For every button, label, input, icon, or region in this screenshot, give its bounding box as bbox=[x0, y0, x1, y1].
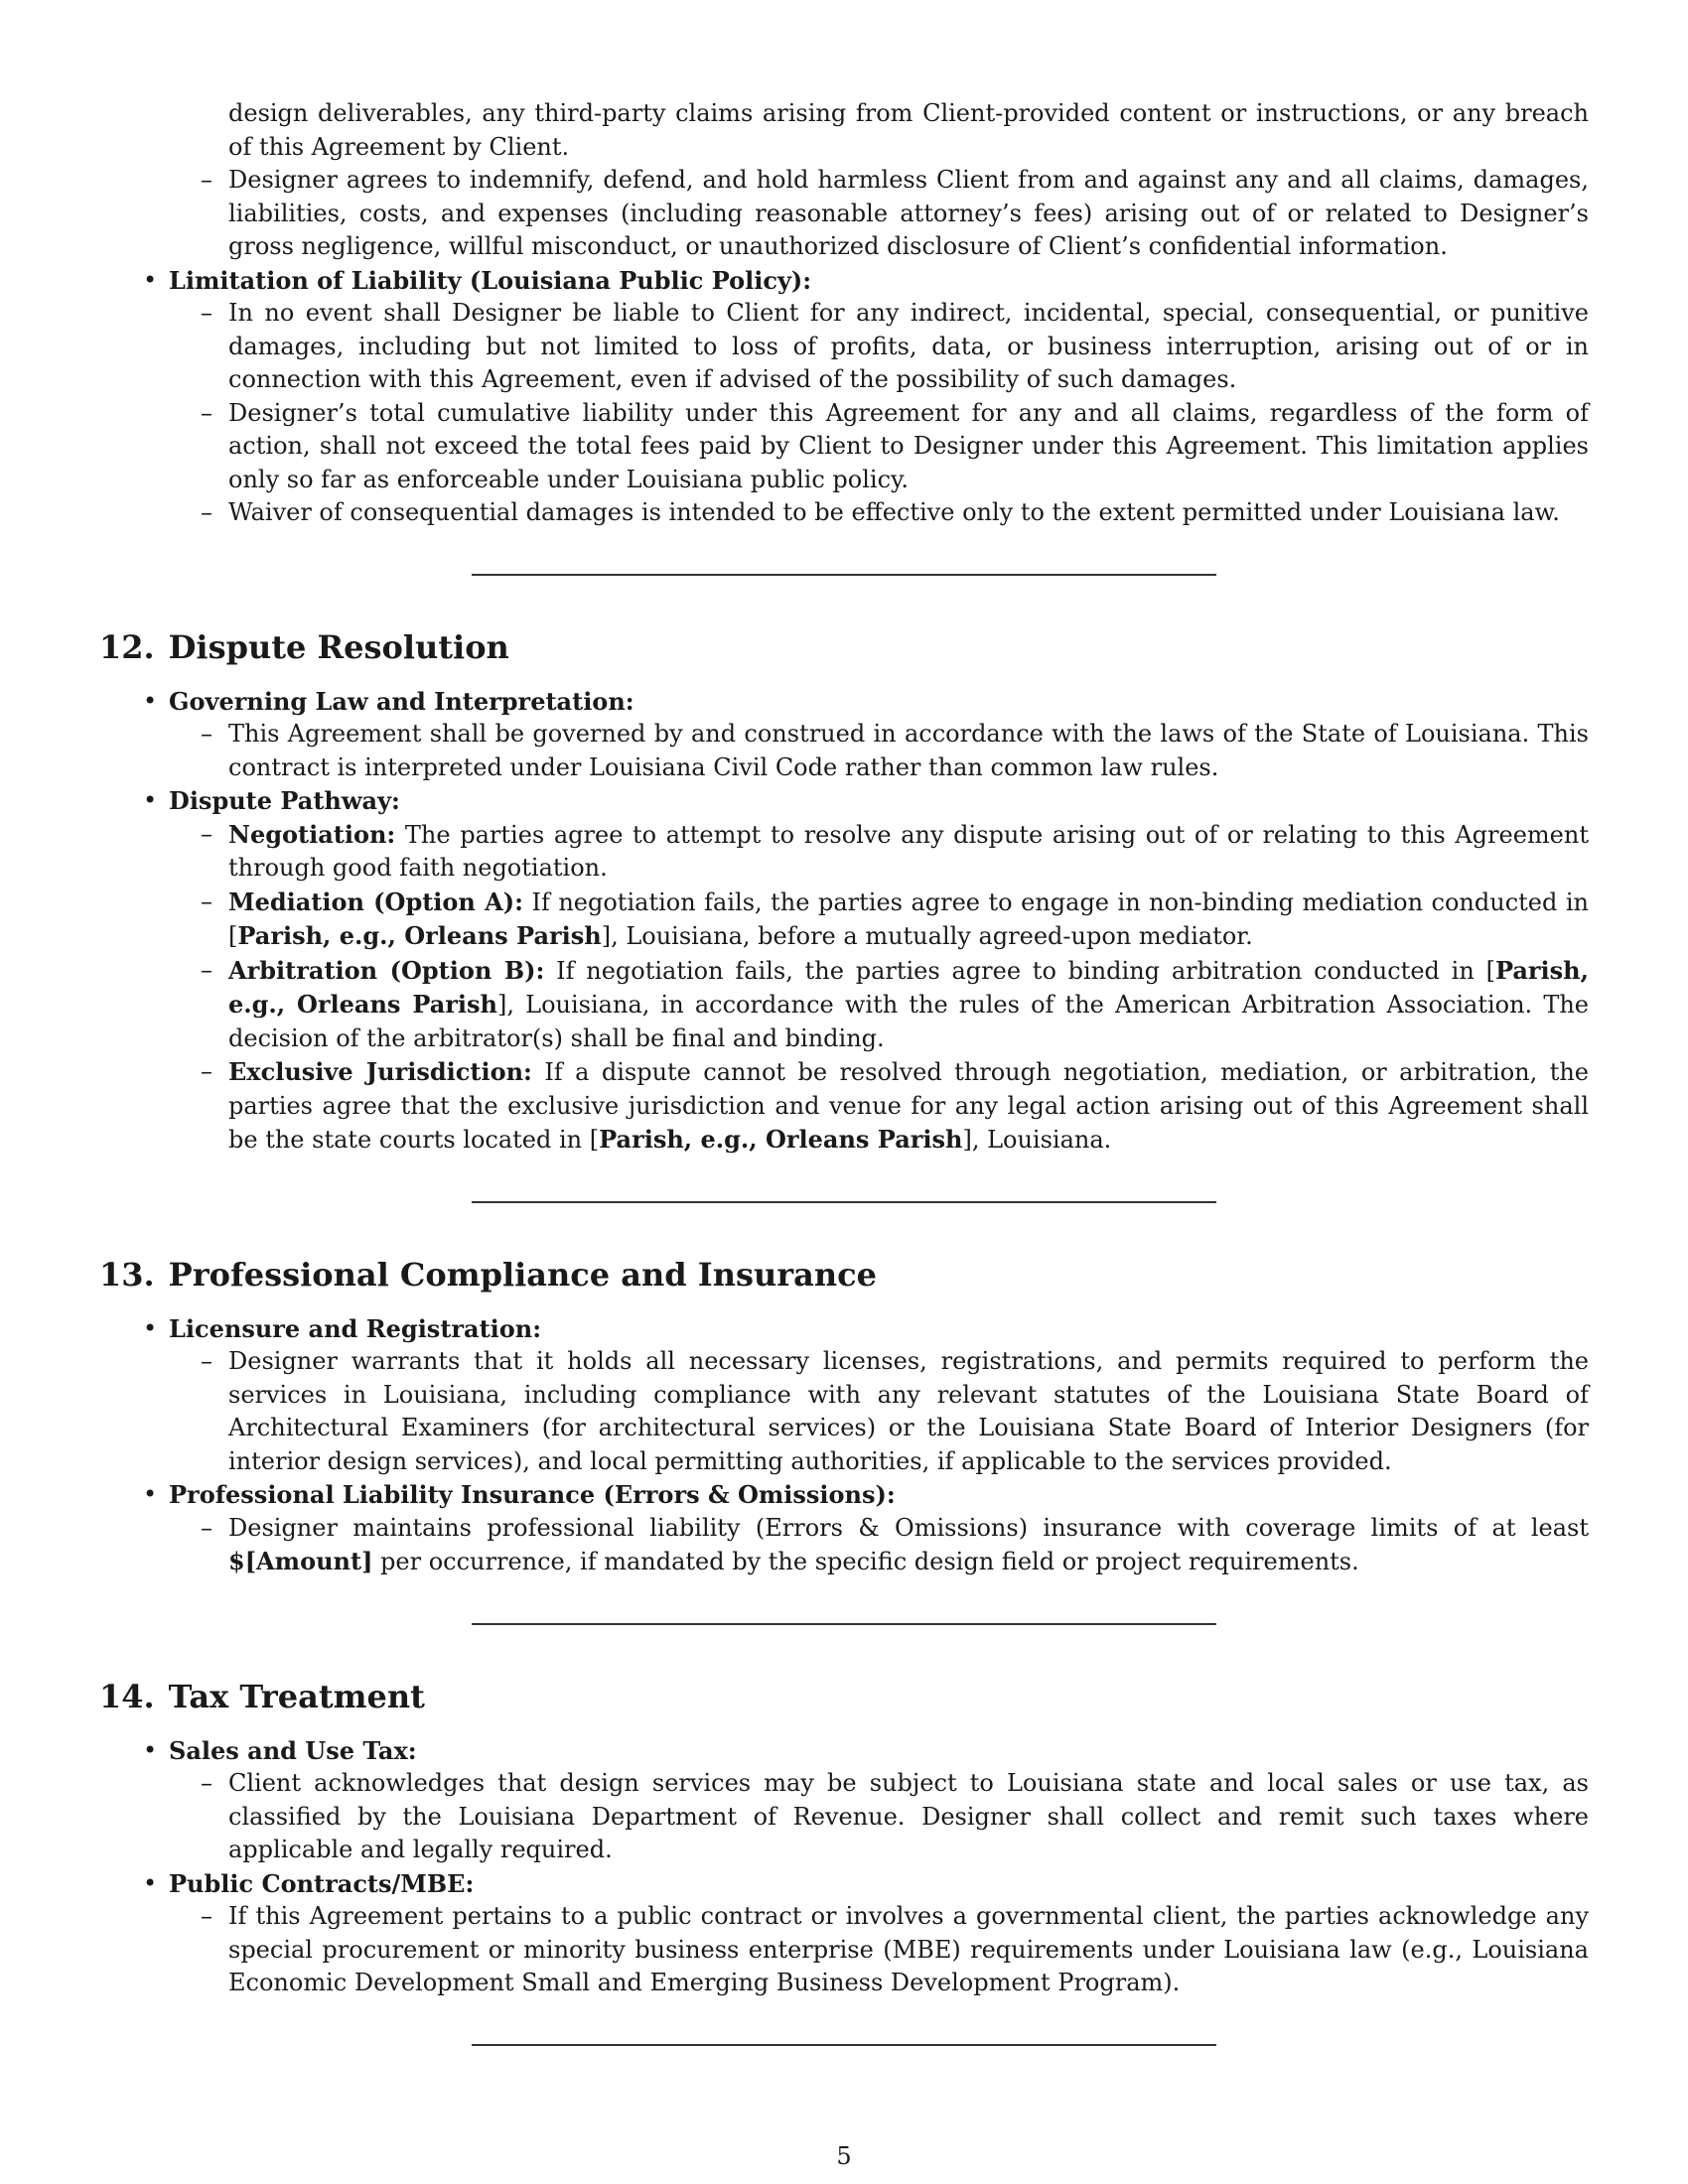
arbitration-text-end: ], Louisiana, in accordance with the rules of the American Arbitration Association. The decision of the arbitrator(s) shall be final and binding. bbox=[228, 991, 1590, 1052]
insurance-text-end: per occurrence, if mandated by the specific design field or project requirements. bbox=[372, 1548, 1359, 1575]
mediation-text: If negotiation fails, the parties agree to engage in non-binding mediation conducted in [ bbox=[228, 887, 1589, 950]
licensure-text: – Designer warrants that it holds all necessary licenses, registrations, and permits required to perform the services in Louisiana, including compliance with any relevant statutes of the Louisiana State Board of Architectural Examiners (for architectural services) or the Louisiana State Board of Interior Designers (for interior design services), and local permitting authorities, if applicable to the services provided. bbox=[228, 1345, 1589, 1478]
section-13-heading bbox=[99, 1255, 1589, 1295]
arbitration-text: If negotiation fails, the parties agree to binding arbitration conducted in [ bbox=[556, 956, 1495, 985]
public-contracts-text: – If this Agreement pertains to a public contract or involves a governmental client, the parties acknowledge any special procurement or minority business enterprise (MBE) requirements under Louisiana law (e.g., Louisiana Economic Development Small and Emerging Business Development Program). bbox=[228, 1900, 1589, 2000]
limitation-item: – Designer’s total cumulative liability under this Agreement for any and all claims, regardless of the form of action, shall not exceed the total fees paid by Client to Designer under this Agreement. This limitation applies only so far as enforceable under Louisiana public policy. bbox=[228, 397, 1589, 497]
mediation-clause bbox=[228, 886, 1589, 954]
indemnify-clause: – Designer agrees to indemnify, defend, and hold harmless Client from and against any and all claims, damages, liabilities, costs, and expenses (including reasonable attorney’s fees) arising out of or related to Designer’s gross negligence, willful misconduct, or unauthorized disclosure of Client’s confidential information. bbox=[228, 164, 1589, 264]
section-divider bbox=[472, 1623, 1216, 1625]
amount-placeholder: $[Amount] bbox=[228, 1547, 373, 1575]
section-12-heading bbox=[99, 627, 1589, 667]
parish-placeholder: Parish, e.g., Orleans Parish bbox=[237, 921, 602, 950]
negotiation-text: The parties agree to attempt to resolve any dispute arising out of or relating to this Agreement through good faith negotiation. bbox=[228, 820, 1589, 882]
governing-law-heading: • Governing Law and Interpretation: bbox=[169, 685, 1589, 719]
section-divider bbox=[472, 2044, 1216, 2046]
jurisdiction-text-end: ], Louisiana. bbox=[962, 1126, 1112, 1154]
limitation-item: – In no event shall Designer be liable to Client for any indirect, incidental, special, consequential, or punitive damages, including but not limited to loss of profits, data, or business interruption, arising out of or in connection with this Agreement, even if advised of the possibility of such damages. bbox=[228, 297, 1589, 397]
insurance-heading: • Professional Liability Insurance (Errors & Omissions): bbox=[169, 1478, 1589, 1512]
section-title: Professional Compliance and Insurance bbox=[168, 1255, 877, 1294]
insurance-text: Designer maintains professional liability (Errors & Omissions) insurance with coverage limits of at least bbox=[228, 1513, 1589, 1542]
section-14-heading bbox=[99, 1677, 1589, 1716]
sales-tax-heading: • Sales and Use Tax: bbox=[169, 1734, 1589, 1768]
limitation-heading: • Limitation of Liability (Louisiana Public Policy): bbox=[169, 264, 1589, 298]
dispute-pathway-heading: • Dispute Pathway: bbox=[169, 784, 1589, 818]
limitation-item: – Waiver of consequential damages is intended to be effective only to the extent permitted under Louisiana law. bbox=[228, 496, 1589, 530]
mediation-label: Mediation (Option A): bbox=[228, 887, 523, 916]
document-body bbox=[99, 97, 1589, 2046]
section-divider bbox=[472, 574, 1216, 576]
section-divider bbox=[472, 1201, 1216, 1203]
section-number: 14. bbox=[99, 1677, 155, 1715]
page-number: 5 bbox=[836, 2142, 852, 2170]
negotiation-label: Negotiation: bbox=[228, 819, 396, 849]
mediation-text-end: ], Louisiana, before a mutually agreed-upon mediator. bbox=[601, 922, 1253, 950]
insurance-clause bbox=[228, 1512, 1589, 1579]
jurisdiction-clause bbox=[228, 1055, 1589, 1158]
public-contracts-heading: • Public Contracts/MBE: bbox=[169, 1867, 1589, 1901]
jurisdiction-text: If a dispute cannot be resolved through negotiation, mediation, or arbitration, the parties agree that the exclusive jurisdiction and venue for any legal action arising out of this Agreement shall be the state courts located in [ bbox=[228, 1058, 1589, 1154]
section-number: 12. bbox=[99, 627, 155, 666]
section-number: 13. bbox=[99, 1255, 155, 1294]
section-title: Dispute Resolution bbox=[168, 627, 509, 666]
licensure-heading: • Licensure and Registration: bbox=[169, 1312, 1589, 1346]
arbitration-label: Arbitration (Option B): bbox=[228, 955, 545, 985]
negotiation-clause bbox=[228, 818, 1589, 886]
parish-placeholder: Parish, e.g., Orleans Parish bbox=[599, 1125, 963, 1154]
section-title: Tax Treatment bbox=[168, 1677, 425, 1715]
jurisdiction-label: Exclusive Jurisdiction: bbox=[228, 1057, 532, 1086]
sales-tax-text: – Client acknowledges that design services may be subject to Louisiana state and local sales or use tax, as classified by the Louisiana Department of Revenue. Designer shall collect and remit such taxes where applicable and legally required. bbox=[228, 1767, 1589, 1867]
parish-placeholder: Parish, e.g., Orleans Parish bbox=[228, 955, 1589, 1019]
arbitration-clause bbox=[228, 954, 1589, 1056]
governing-law-text: – This Agreement shall be governed by and construed in accordance with the laws of the State of Louisiana. This contract is interpreted under Louisiana Civil Code rather than common law rules. bbox=[228, 718, 1589, 784]
continued-paragraph: design deliverables, any third-party claims arising from Client-provided content or instructions, or any breach of this Agreement by Client. bbox=[228, 99, 1589, 161]
